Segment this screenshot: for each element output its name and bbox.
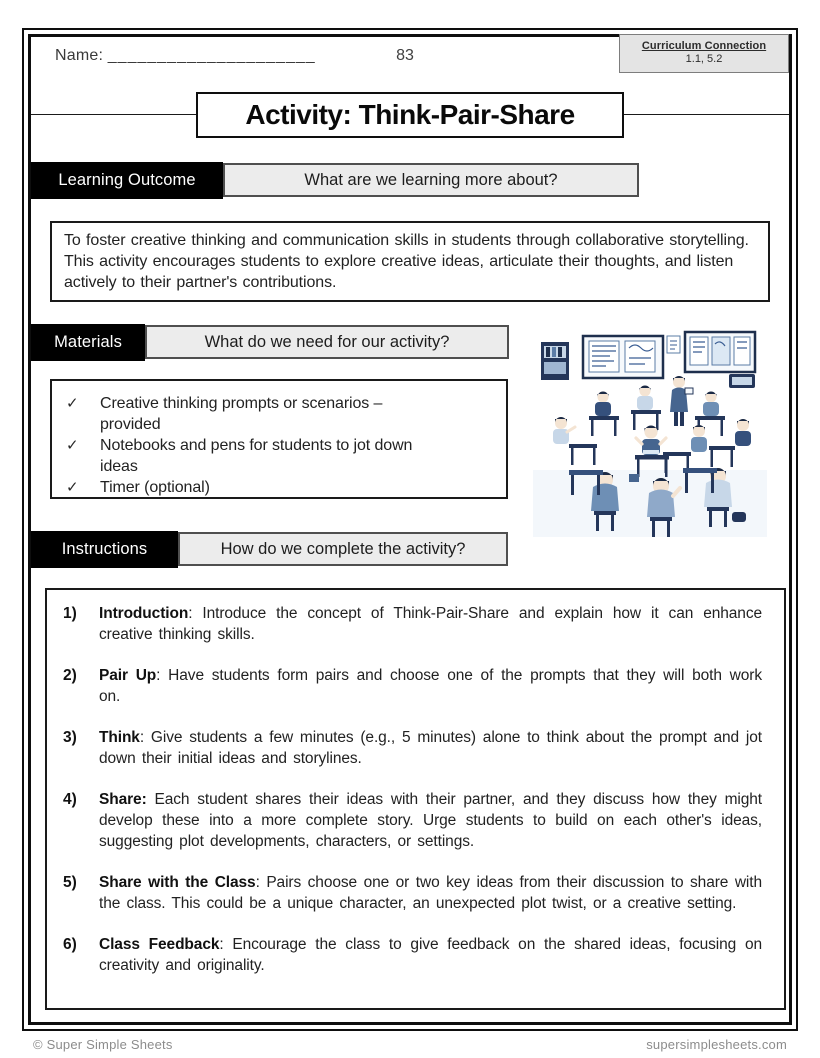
classroom-illustration <box>533 320 767 537</box>
step-body: : Give students a few minutes (e.g., 5 minutes) alone to think about the prompt and jot down their initial ideas and storylines. <box>99 729 762 767</box>
step-number: 1) <box>63 605 77 622</box>
checkmark-icon: ✓ <box>66 479 79 496</box>
materials-item <box>66 477 496 498</box>
checkmark-icon: ✓ <box>66 395 79 412</box>
step-term: Class Feedback <box>99 936 220 953</box>
name-label: Name: <box>55 47 104 64</box>
instructions-question: How do we complete the activity? <box>178 532 508 566</box>
materials-item-text: Creative thinking prompts or scenarios – provided <box>100 395 383 433</box>
step-number: 3) <box>63 729 77 746</box>
page-number: 83 <box>396 47 414 64</box>
step-text <box>99 603 762 645</box>
activity-title-box <box>196 92 624 138</box>
materials-item <box>66 393 496 435</box>
materials-item-text: Notebooks and pens for students to jot down ideas <box>100 437 413 475</box>
footer-website: supersimplesheets.com <box>646 1037 787 1052</box>
materials-item-text: Timer (optional) <box>100 479 210 496</box>
instruction-step <box>63 789 762 852</box>
footer-copyright: © Super Simple Sheets <box>33 1037 173 1052</box>
materials-label: Materials <box>31 324 145 361</box>
materials-item <box>66 435 496 477</box>
step-term: Share with the Class <box>99 874 256 891</box>
step-body: : Pairs choose one or two key ideas from their discussion to share with the class. This could be a unique character, an unexpected plot twist, or a creative setting. <box>99 874 762 912</box>
step-text <box>99 934 762 976</box>
instruction-step <box>63 872 762 914</box>
step-body: Each student shares their ideas with their partner, and they discuss how they might develop these into a more complete story. Urge students to build on each other's ideas, suggesting plot developments, characters, or settings. <box>99 791 762 850</box>
curriculum-connection-codes: 1.1, 5.2 <box>685 53 723 65</box>
materials-question: What do we need for our activity? <box>145 325 509 359</box>
step-number: 6) <box>63 936 77 953</box>
materials-list-box <box>50 379 508 499</box>
step-body: : Encourage the class to give feedback on the shared ideas, focusing on creativity and originality. <box>99 936 762 974</box>
step-body: : Have students form pairs and choose one of the prompts that they will both work on. <box>99 667 762 705</box>
bulletin-board-left <box>583 336 663 378</box>
instructions-label: Instructions <box>31 531 178 568</box>
instruction-step <box>63 934 762 976</box>
curriculum-connection-title: Curriculum Connection <box>641 40 767 52</box>
bookshelf <box>541 342 569 380</box>
small-posters <box>667 336 680 353</box>
step-number: 2) <box>63 667 77 684</box>
instruction-step <box>63 603 762 645</box>
step-body: : Introduce the concept of Think-Pair-Share and explain how it can enhance creative thinking skills. <box>99 605 762 643</box>
name-blank-line[interactable]: _____________________ <box>107 47 316 64</box>
step-text <box>99 665 762 707</box>
step-text <box>99 872 762 914</box>
step-text <box>99 727 762 769</box>
step-term: Introduction <box>99 605 189 622</box>
instruction-step <box>63 727 762 769</box>
instructions-list-box <box>45 588 786 1010</box>
step-term: Pair Up <box>99 667 157 684</box>
learning-outcome-question: What are we learning more about? <box>223 163 639 197</box>
learning-outcome-text-box: To foster creative thinking and communication skills in students through collaborative storytelling. This activity encourages students to explore creative ideas, articulate their thoughts, and listen actively to their partner's contributions. <box>50 221 770 302</box>
page-title: Activity: Think-Pair-Share <box>245 99 575 130</box>
step-text <box>99 789 762 852</box>
learning-outcome-label: Learning Outcome <box>31 162 223 199</box>
step-number: 4) <box>63 791 77 808</box>
step-term: Think <box>99 729 140 746</box>
name-row <box>55 47 316 65</box>
curriculum-connection-box <box>619 34 789 73</box>
step-term: Share: <box>99 791 147 808</box>
instruction-step <box>63 665 762 707</box>
step-number: 5) <box>63 874 77 891</box>
checkmark-icon: ✓ <box>66 437 79 454</box>
